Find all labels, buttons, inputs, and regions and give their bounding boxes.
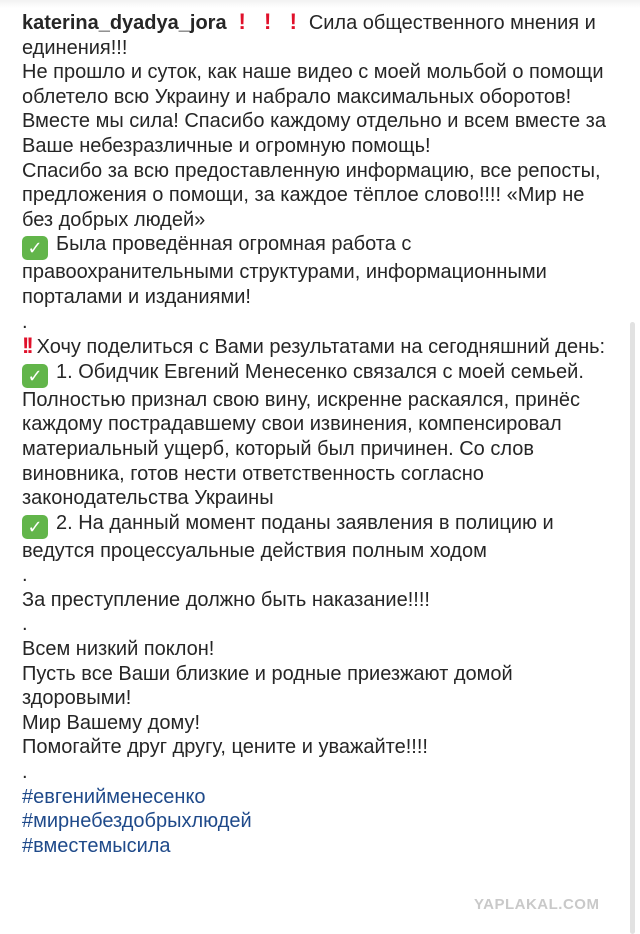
- caption-line: [22, 232, 620, 309]
- caption-line: Пусть все Ваши близкие и родные приезжают домой здоровыми!: [22, 662, 513, 710]
- green-check-box-icon: ✓: [22, 236, 48, 260]
- caption-text: 1. Обидчик Евгений Менесенко связался с моей семьей. Полностью признал свою вину, искренне раскаялся, принёс каждому пострадавшему свои извинения, компенсировал материальный ущерб, который был причинен. Со слов виновника, готов нести ответственность согласно законодательства Украины: [22, 360, 584, 510]
- scrollbar[interactable]: [630, 322, 635, 934]
- caption-line: Вместе мы сила! Спасибо каждому отдельно и всем вместе за Ваше небезразличные и огромную помощь!: [22, 110, 606, 157]
- watermark-text: YAPLAKAL.COM: [474, 896, 600, 913]
- caption-text: Сила общественного мнения и единения!!!: [22, 12, 596, 59]
- caption-line: Всем низкий поклон!: [22, 638, 215, 661]
- hashtag-link[interactable]: #евгениймeнесенко: [22, 785, 206, 808]
- caption-line: Мир Вашему дому!: [22, 711, 200, 734]
- caption-line: [22, 10, 620, 60]
- red-exclamation-icon: !: [264, 9, 272, 34]
- username-link[interactable]: katerina_dyadya_jora: [22, 12, 227, 34]
- separator-dot: .: [22, 613, 28, 636]
- red-double-exclamation-icon: !!: [22, 333, 31, 359]
- separator-dot: .: [22, 310, 28, 333]
- caption-text: Была проведённая огромная работа с правоохранительными структурами, информационными порталами и изданиями!: [22, 233, 547, 308]
- caption-line: Спасибо за всю предоставленную информацию, все репосты, предложения о помощи, за каждое тёплое слово!!!! «Мир не без добрых людей»: [22, 159, 601, 231]
- green-check-box-icon: ✓: [22, 515, 48, 539]
- caption-line: За преступление должно быть наказание!!!!: [22, 588, 430, 611]
- post-caption: [22, 10, 620, 858]
- caption-line: Помогайте друг другу, цените и уважайте!!!!: [22, 736, 428, 759]
- top-edge: [0, 0, 640, 8]
- caption-line: Не прошло и суток, как наше видео с моей мольбой о помощи облетело всю Украину и набрало максимальных оборотов!: [22, 61, 604, 108]
- caption-line: [22, 511, 620, 564]
- separator-dot: .: [22, 564, 28, 587]
- caption-line: [22, 360, 620, 511]
- hashtag-link[interactable]: #мирнебездобрыхлюдей: [22, 810, 252, 833]
- hashtag-link[interactable]: #вместемысила: [22, 834, 171, 857]
- caption-text: 2. На данный момент поданы заявления в полицию и ведутся процессуальные действия полным ходом: [22, 511, 554, 562]
- separator-dot: .: [22, 761, 28, 784]
- red-exclamation-icon: !: [289, 9, 297, 34]
- green-check-box-icon: ✓: [22, 364, 48, 388]
- caption-line: [22, 334, 620, 360]
- red-exclamation-icon: !: [238, 9, 246, 34]
- caption-text: Хочу поделиться с Вами результатами на сегодняшний день:: [36, 336, 606, 359]
